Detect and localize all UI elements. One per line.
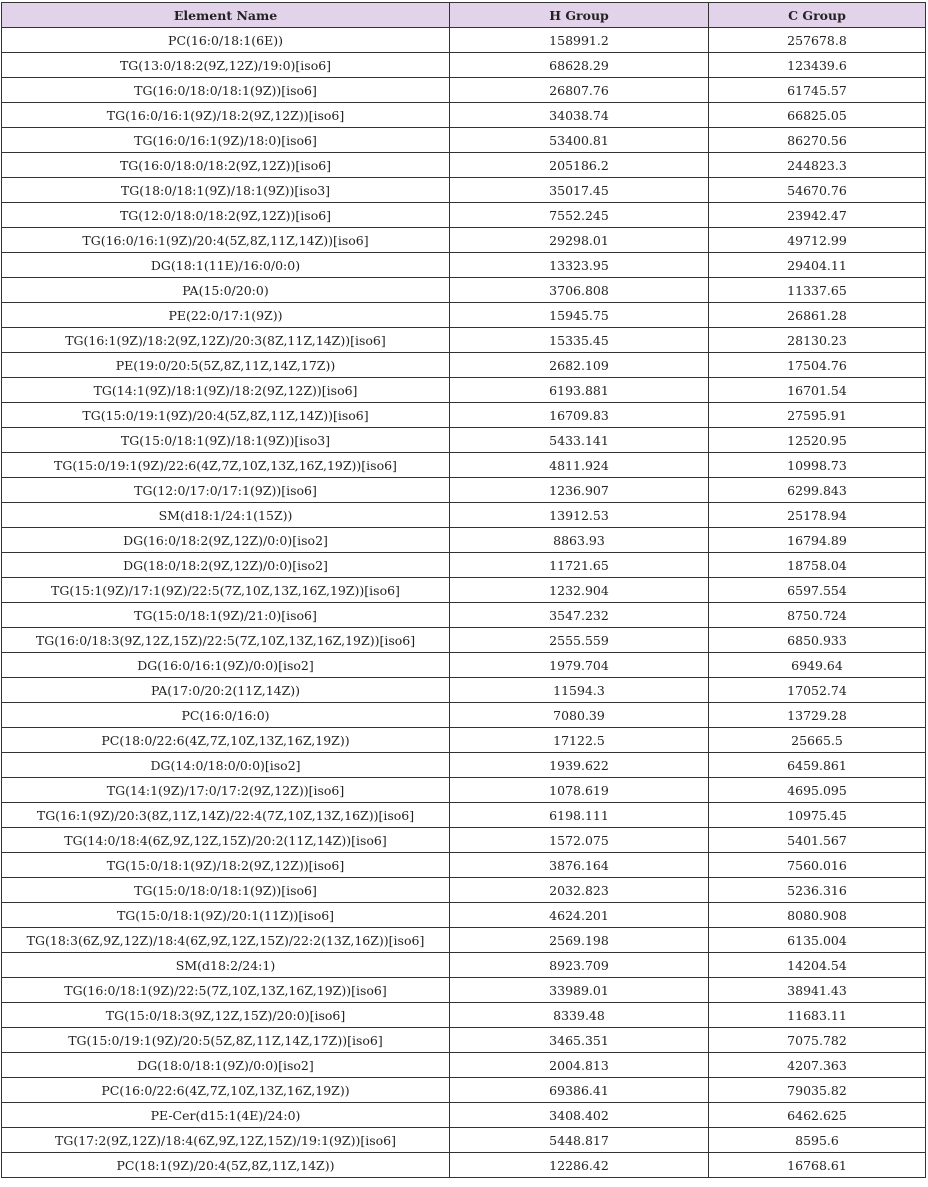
h-group-cell: 158991.2 <box>450 28 709 53</box>
c-group-cell: 6597.554 <box>709 578 926 603</box>
table-row <box>2 203 926 228</box>
table-row <box>2 378 926 403</box>
table-row <box>2 1053 926 1078</box>
c-group-cell: 11683.11 <box>709 1003 926 1028</box>
element-name-cell: TG(16:0/16:1(9Z)/18:2(9Z,12Z))[iso6] <box>2 103 450 128</box>
c-group-cell: 86270.56 <box>709 128 926 153</box>
table-row <box>2 1153 926 1178</box>
h-group-cell: 2555.559 <box>450 628 709 653</box>
element-name-cell: TG(16:0/18:0/18:2(9Z,12Z))[iso6] <box>2 153 450 178</box>
element-name-cell: DG(18:0/18:2(9Z,12Z)/0:0)[iso2] <box>2 553 450 578</box>
element-name-cell: SM(d18:2/24:1) <box>2 953 450 978</box>
h-group-cell: 3408.402 <box>450 1103 709 1128</box>
h-group-cell: 1236.907 <box>450 478 709 503</box>
table-row <box>2 928 926 953</box>
c-group-cell: 6850.933 <box>709 628 926 653</box>
c-group-cell: 8595.6 <box>709 1128 926 1153</box>
table-row <box>2 853 926 878</box>
h-group-cell: 4624.201 <box>450 903 709 928</box>
table-row <box>2 778 926 803</box>
h-group-cell: 5433.141 <box>450 428 709 453</box>
element-name-cell: DG(16:0/16:1(9Z)/0:0)[iso2] <box>2 653 450 678</box>
table-row <box>2 28 926 53</box>
h-group-cell: 29298.01 <box>450 228 709 253</box>
column-header-h-group: H Group <box>450 3 709 28</box>
c-group-cell: 79035.82 <box>709 1078 926 1103</box>
element-name-cell: TG(16:0/18:0/18:1(9Z))[iso6] <box>2 78 450 103</box>
c-group-cell: 5401.567 <box>709 828 926 853</box>
element-name-cell: PA(17:0/20:2(11Z,14Z)) <box>2 678 450 703</box>
element-name-cell: PC(16:0/16:0) <box>2 703 450 728</box>
table-row <box>2 528 926 553</box>
h-group-cell: 1078.619 <box>450 778 709 803</box>
table-row <box>2 178 926 203</box>
c-group-cell: 16701.54 <box>709 378 926 403</box>
c-group-cell: 61745.57 <box>709 78 926 103</box>
element-name-cell: TG(18:3(6Z,9Z,12Z)/18:4(6Z,9Z,12Z,15Z)/22:2(13Z,16Z))[iso6] <box>2 928 450 953</box>
c-group-cell: 5236.316 <box>709 878 926 903</box>
table-row <box>2 1103 926 1128</box>
h-group-cell: 69386.41 <box>450 1078 709 1103</box>
element-name-cell: PE(22:0/17:1(9Z)) <box>2 303 450 328</box>
c-group-cell: 18758.04 <box>709 553 926 578</box>
table-row <box>2 703 926 728</box>
table-row <box>2 978 926 1003</box>
c-group-cell: 25178.94 <box>709 503 926 528</box>
h-group-cell: 12286.42 <box>450 1153 709 1178</box>
element-name-cell: TG(12:0/18:0/18:2(9Z,12Z))[iso6] <box>2 203 450 228</box>
h-group-cell: 8863.93 <box>450 528 709 553</box>
element-name-cell: TG(14:1(9Z)/18:1(9Z)/18:2(9Z,12Z))[iso6] <box>2 378 450 403</box>
h-group-cell: 1572.075 <box>450 828 709 853</box>
table-row <box>2 653 926 678</box>
c-group-cell: 11337.65 <box>709 278 926 303</box>
element-name-cell: DG(16:0/18:2(9Z,12Z)/0:0)[iso2] <box>2 528 450 553</box>
c-group-cell: 6299.843 <box>709 478 926 503</box>
h-group-cell: 16709.83 <box>450 403 709 428</box>
column-header-element-name: Element Name <box>2 3 450 28</box>
element-name-cell: TG(14:0/18:4(6Z,9Z,12Z,15Z)/20:2(11Z,14Z))[iso6] <box>2 828 450 853</box>
element-name-cell: TG(16:0/18:3(9Z,12Z,15Z)/22:5(7Z,10Z,13Z,16Z,19Z))[iso6] <box>2 628 450 653</box>
element-name-cell: PE-Cer(d15:1(4E)/24:0) <box>2 1103 450 1128</box>
table-row <box>2 728 926 753</box>
h-group-cell: 6193.881 <box>450 378 709 403</box>
h-group-cell: 8923.709 <box>450 953 709 978</box>
c-group-cell: 17052.74 <box>709 678 926 703</box>
element-name-cell: TG(17:2(9Z,12Z)/18:4(6Z,9Z,12Z,15Z)/19:1(9Z))[iso6] <box>2 1128 450 1153</box>
table-row <box>2 553 926 578</box>
table-row <box>2 128 926 153</box>
table-row <box>2 453 926 478</box>
c-group-cell: 10998.73 <box>709 453 926 478</box>
table-row <box>2 1003 926 1028</box>
table-header <box>2 3 926 28</box>
table-row <box>2 278 926 303</box>
table-row <box>2 328 926 353</box>
table-row <box>2 1128 926 1153</box>
table-row <box>2 103 926 128</box>
table-body <box>2 28 926 1178</box>
element-name-cell: TG(15:0/18:1(9Z)/18:2(9Z,12Z))[iso6] <box>2 853 450 878</box>
c-group-cell: 25665.5 <box>709 728 926 753</box>
h-group-cell: 3547.232 <box>450 603 709 628</box>
element-name-cell: TG(16:0/16:1(9Z)/18:0)[iso6] <box>2 128 450 153</box>
element-name-cell: TG(14:1(9Z)/17:0/17:2(9Z,12Z))[iso6] <box>2 778 450 803</box>
c-group-cell: 6949.64 <box>709 653 926 678</box>
c-group-cell: 49712.99 <box>709 228 926 253</box>
element-name-cell: DG(14:0/18:0/0:0)[iso2] <box>2 753 450 778</box>
h-group-cell: 1232.904 <box>450 578 709 603</box>
c-group-cell: 28130.23 <box>709 328 926 353</box>
h-group-cell: 17122.5 <box>450 728 709 753</box>
h-group-cell: 3876.164 <box>450 853 709 878</box>
h-group-cell: 1979.704 <box>450 653 709 678</box>
element-name-cell: TG(16:1(9Z)/18:2(9Z,12Z)/20:3(8Z,11Z,14Z))[iso6] <box>2 328 450 353</box>
element-name-cell: PC(18:0/22:6(4Z,7Z,10Z,13Z,16Z,19Z)) <box>2 728 450 753</box>
table-row <box>2 353 926 378</box>
element-name-cell: TG(13:0/18:2(9Z,12Z)/19:0)[iso6] <box>2 53 450 78</box>
c-group-cell: 66825.05 <box>709 103 926 128</box>
table-row <box>2 78 926 103</box>
c-group-cell: 12520.95 <box>709 428 926 453</box>
element-name-cell: DG(18:1(11E)/16:0/0:0) <box>2 253 450 278</box>
c-group-cell: 244823.3 <box>709 153 926 178</box>
table-row <box>2 303 926 328</box>
h-group-cell: 7080.39 <box>450 703 709 728</box>
element-name-cell: TG(15:0/18:1(9Z)/21:0)[iso6] <box>2 603 450 628</box>
c-group-cell: 23942.47 <box>709 203 926 228</box>
table-row <box>2 428 926 453</box>
element-name-cell: DG(18:0/18:1(9Z)/0:0)[iso2] <box>2 1053 450 1078</box>
h-group-cell: 68628.29 <box>450 53 709 78</box>
element-name-cell: TG(15:0/18:1(9Z)/18:1(9Z))[iso3] <box>2 428 450 453</box>
c-group-cell: 8080.908 <box>709 903 926 928</box>
h-group-cell: 13912.53 <box>450 503 709 528</box>
element-name-cell: SM(d18:1/24:1(15Z)) <box>2 503 450 528</box>
h-group-cell: 15945.75 <box>450 303 709 328</box>
element-name-cell: TG(15:0/18:1(9Z)/20:1(11Z))[iso6] <box>2 903 450 928</box>
column-header-c-group: C Group <box>709 3 926 28</box>
h-group-cell: 205186.2 <box>450 153 709 178</box>
c-group-cell: 4695.095 <box>709 778 926 803</box>
h-group-cell: 3465.351 <box>450 1028 709 1053</box>
table-row <box>2 828 926 853</box>
element-name-cell: TG(15:0/18:3(9Z,12Z,15Z)/20:0)[iso6] <box>2 1003 450 1028</box>
table-row <box>2 403 926 428</box>
h-group-cell: 3706.808 <box>450 278 709 303</box>
h-group-cell: 15335.45 <box>450 328 709 353</box>
h-group-cell: 35017.45 <box>450 178 709 203</box>
c-group-cell: 4207.363 <box>709 1053 926 1078</box>
element-name-cell: TG(15:1(9Z)/17:1(9Z)/22:5(7Z,10Z,13Z,16Z,19Z))[iso6] <box>2 578 450 603</box>
c-group-cell: 257678.8 <box>709 28 926 53</box>
h-group-cell: 26807.76 <box>450 78 709 103</box>
c-group-cell: 27595.91 <box>709 403 926 428</box>
c-group-cell: 7075.782 <box>709 1028 926 1053</box>
table-row <box>2 228 926 253</box>
table-row <box>2 903 926 928</box>
header-row <box>2 3 926 28</box>
element-name-cell: PE(19:0/20:5(5Z,8Z,11Z,14Z,17Z)) <box>2 353 450 378</box>
table-row <box>2 1078 926 1103</box>
element-name-cell: TG(15:0/19:1(9Z)/22:6(4Z,7Z,10Z,13Z,16Z,19Z))[iso6] <box>2 453 450 478</box>
h-group-cell: 6198.111 <box>450 803 709 828</box>
h-group-cell: 53400.81 <box>450 128 709 153</box>
h-group-cell: 4811.924 <box>450 453 709 478</box>
c-group-cell: 10975.45 <box>709 803 926 828</box>
h-group-cell: 11721.65 <box>450 553 709 578</box>
table-row <box>2 503 926 528</box>
table-row <box>2 628 926 653</box>
h-group-cell: 2569.198 <box>450 928 709 953</box>
h-group-cell: 5448.817 <box>450 1128 709 1153</box>
element-name-cell: PC(16:0/18:1(6E)) <box>2 28 450 53</box>
table-row <box>2 478 926 503</box>
h-group-cell: 13323.95 <box>450 253 709 278</box>
element-name-cell: TG(16:1(9Z)/20:3(8Z,11Z,14Z)/22:4(7Z,10Z,13Z,16Z))[iso6] <box>2 803 450 828</box>
h-group-cell: 34038.74 <box>450 103 709 128</box>
h-group-cell: 2032.823 <box>450 878 709 903</box>
c-group-cell: 7560.016 <box>709 853 926 878</box>
h-group-cell: 7552.245 <box>450 203 709 228</box>
table-row <box>2 153 926 178</box>
h-group-cell: 11594.3 <box>450 678 709 703</box>
table-row <box>2 678 926 703</box>
c-group-cell: 8750.724 <box>709 603 926 628</box>
element-name-cell: TG(15:0/19:1(9Z)/20:5(5Z,8Z,11Z,14Z,17Z))[iso6] <box>2 1028 450 1053</box>
h-group-cell: 2004.813 <box>450 1053 709 1078</box>
table-row <box>2 878 926 903</box>
h-group-cell: 1939.622 <box>450 753 709 778</box>
c-group-cell: 6459.861 <box>709 753 926 778</box>
table-row <box>2 803 926 828</box>
element-name-cell: TG(12:0/17:0/17:1(9Z))[iso6] <box>2 478 450 503</box>
table-row <box>2 1028 926 1053</box>
h-group-cell: 2682.109 <box>450 353 709 378</box>
c-group-cell: 54670.76 <box>709 178 926 203</box>
element-name-cell: TG(18:0/18:1(9Z)/18:1(9Z))[iso3] <box>2 178 450 203</box>
c-group-cell: 6135.004 <box>709 928 926 953</box>
h-group-cell: 8339.48 <box>450 1003 709 1028</box>
element-name-cell: PA(15:0/20:0) <box>2 278 450 303</box>
element-name-cell: PC(18:1(9Z)/20:4(5Z,8Z,11Z,14Z)) <box>2 1153 450 1178</box>
element-name-cell: TG(16:0/16:1(9Z)/20:4(5Z,8Z,11Z,14Z))[iso6] <box>2 228 450 253</box>
c-group-cell: 29404.11 <box>709 253 926 278</box>
c-group-cell: 16794.89 <box>709 528 926 553</box>
element-name-cell: TG(16:0/18:1(9Z)/22:5(7Z,10Z,13Z,16Z,19Z))[iso6] <box>2 978 450 1003</box>
table-row <box>2 953 926 978</box>
c-group-cell: 17504.76 <box>709 353 926 378</box>
lipid-data-table <box>1 2 926 1178</box>
table-row <box>2 578 926 603</box>
table-row <box>2 53 926 78</box>
c-group-cell: 14204.54 <box>709 953 926 978</box>
table-row <box>2 753 926 778</box>
element-name-cell: TG(15:0/19:1(9Z)/20:4(5Z,8Z,11Z,14Z))[iso6] <box>2 403 450 428</box>
table-row <box>2 603 926 628</box>
c-group-cell: 16768.61 <box>709 1153 926 1178</box>
element-name-cell: TG(15:0/18:0/18:1(9Z))[iso6] <box>2 878 450 903</box>
element-name-cell: PC(16:0/22:6(4Z,7Z,10Z,13Z,16Z,19Z)) <box>2 1078 450 1103</box>
c-group-cell: 123439.6 <box>709 53 926 78</box>
c-group-cell: 13729.28 <box>709 703 926 728</box>
c-group-cell: 6462.625 <box>709 1103 926 1128</box>
c-group-cell: 26861.28 <box>709 303 926 328</box>
table-row <box>2 253 926 278</box>
c-group-cell: 38941.43 <box>709 978 926 1003</box>
h-group-cell: 33989.01 <box>450 978 709 1003</box>
